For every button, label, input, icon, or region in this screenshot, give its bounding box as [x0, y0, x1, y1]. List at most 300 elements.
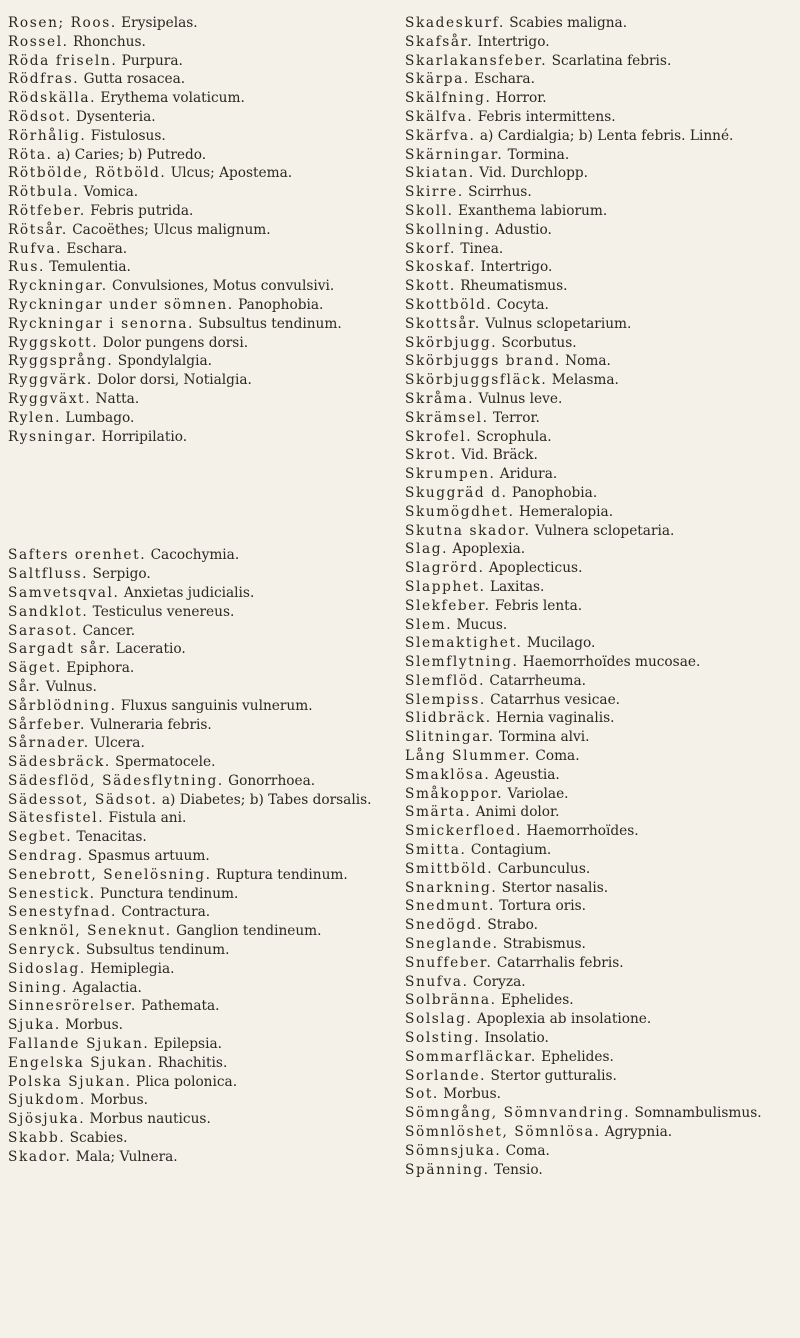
dictionary-entry: [405, 578, 794, 597]
dictionary-entry: [405, 428, 794, 447]
entry-definition: Purpura.: [121, 52, 183, 69]
entry-term: Saltfluss.: [8, 566, 89, 583]
entry-definition: Scorbutus.: [501, 334, 577, 351]
dictionary-entry: [8, 903, 397, 922]
entry-term: Sandklot.: [8, 603, 89, 620]
entry-definition: Eschara.: [66, 240, 128, 257]
entry-term: Sinnesrörelser.: [8, 998, 137, 1015]
dictionary-entry: [405, 897, 794, 916]
entry-definition: Temulentia.: [49, 259, 131, 276]
entry-term: Rötfeber.: [8, 202, 86, 219]
entry-term: Ryggsprång.: [8, 353, 114, 370]
entry-definition: Ruptura tendinum.: [215, 866, 348, 883]
entry-term: Sidoslag.: [8, 960, 86, 977]
entry-definition: Plica polonica.: [135, 1073, 238, 1090]
dictionary-entry: [8, 70, 397, 89]
entry-term: Skrofel.: [405, 428, 473, 445]
entry-definition: Panophobia.: [238, 296, 324, 313]
entry-term: Sätesfistel.: [8, 810, 105, 827]
dictionary-entry: [405, 672, 794, 691]
entry-term: Skrämsel.: [405, 409, 489, 426]
dictionary-entry: [405, 446, 794, 465]
entry-definition: Noma.: [565, 353, 611, 370]
dictionary-entry: [405, 409, 794, 428]
dictionary-entry: [405, 1142, 794, 1161]
entry-definition: Ageustia.: [494, 766, 560, 783]
dictionary-entry: [405, 89, 794, 108]
entry-definition: Apoplecticus.: [488, 560, 583, 577]
entry-term: Skador.: [8, 1148, 72, 1165]
entry-definition: Ulcus; Apostema.: [170, 165, 293, 182]
dictionary-entry: [8, 866, 397, 885]
entry-term: Skutna skador.: [405, 522, 531, 539]
entry-definition: Cacoëthes; Ulcus malignum.: [72, 221, 271, 238]
entry-definition: Coryza.: [472, 973, 526, 990]
entry-definition: Scirrhus.: [468, 184, 532, 201]
entry-term: Rysningar.: [8, 428, 98, 445]
entry-definition: Ephelides.: [500, 992, 574, 1009]
entry-definition: Rhonchus.: [72, 33, 146, 50]
entry-term: Smittböld.: [405, 860, 494, 877]
dictionary-entry: [405, 258, 794, 277]
entry-definition: Laxitas.: [489, 578, 545, 595]
entry-term: Slag.: [405, 541, 449, 558]
entry-definition: Vulnus.: [45, 678, 97, 695]
entry-term: Skabb.: [8, 1130, 66, 1147]
right-column: [401, 14, 794, 1338]
dictionary-entry: [8, 390, 397, 409]
dictionary-entry: [405, 1010, 794, 1029]
dictionary-entry: [405, 146, 794, 165]
dictionary-entry: [405, 1123, 794, 1142]
dictionary-entry: [405, 1161, 794, 1180]
entry-definition: Vomica.: [83, 184, 139, 201]
dictionary-entry: [405, 954, 794, 973]
entry-term: Skrumpen.: [405, 466, 496, 483]
entry-term: Sömnlöshet, Sömnlösa.: [405, 1124, 601, 1141]
entry-definition: Gonorrhoea.: [228, 772, 316, 789]
entry-term: Säget.: [8, 660, 62, 677]
entry-term: Ryckningar under sömnen.: [8, 296, 234, 313]
dictionary-entry: [8, 89, 397, 108]
entry-definition: Coma.: [535, 748, 580, 765]
entry-definition: Apoplexia.: [452, 541, 526, 558]
entry-term: Snuffeber.: [405, 954, 493, 971]
entry-term: Senestick.: [8, 885, 96, 902]
entry-definition: Catarrhus vesicae.: [490, 691, 621, 708]
dictionary-entry: [8, 885, 397, 904]
entry-term: Rylen.: [8, 409, 62, 426]
entry-definition: Mala; Vulnera.: [75, 1148, 178, 1165]
dictionary-entry: [8, 33, 397, 52]
dictionary-entry: [405, 390, 794, 409]
dictionary-entry: [8, 296, 397, 315]
entry-definition: Spondylalgia.: [117, 353, 212, 370]
entry-definition: Epiphora.: [66, 660, 135, 677]
entry-term: Senryck.: [8, 942, 82, 959]
entry-definition: Scarlatina febris.: [551, 52, 672, 69]
dictionary-entry: [405, 766, 794, 785]
entry-definition: Coma.: [505, 1142, 550, 1159]
entry-term: Sendrag.: [8, 848, 84, 865]
dictionary-entry: [405, 296, 794, 315]
entry-term: Senestyfnad.: [8, 904, 118, 921]
entry-definition: a) Diabetes; b) Tabes dorsalis.: [161, 791, 372, 808]
entry-term: Skumögdhet.: [405, 503, 515, 520]
entry-term: Fallande Sjukan.: [8, 1036, 150, 1053]
dictionary-entry: [405, 465, 794, 484]
entry-definition: Ulcera.: [94, 735, 145, 752]
entry-definition: Serpigo.: [92, 566, 151, 583]
entry-definition: Dolor dorsi, Notialgia.: [97, 372, 252, 389]
entry-definition: Anxietas judicialis.: [123, 584, 255, 601]
entry-term: Senebrott, Senelösning.: [8, 866, 212, 883]
entry-definition: Horror.: [495, 90, 547, 107]
dictionary-entry: [405, 822, 794, 841]
entry-definition: Spasmus artuum.: [88, 848, 210, 865]
entry-definition: Cocyta.: [496, 296, 549, 313]
dictionary-entry: [8, 127, 397, 146]
dictionary-entry: [8, 1091, 397, 1110]
entry-definition: Vulneraria febris.: [90, 716, 212, 733]
entry-term: Sjukdom.: [8, 1092, 86, 1109]
entry-definition: Vid. Bräck.: [461, 447, 538, 464]
entry-term: Sömngång, Sömnvandring.: [405, 1105, 631, 1122]
dictionary-entry: [405, 1067, 794, 1086]
entry-definition: Mucilago.: [526, 635, 596, 652]
dictionary-entry: [8, 622, 397, 641]
entry-definition: Fistulosus.: [90, 127, 166, 144]
entry-term: Sår.: [8, 678, 42, 695]
entry-definition: Tormina.: [507, 146, 570, 163]
entry-definition: Hemeralopia.: [518, 503, 614, 520]
entry-term: Skärpa.: [405, 71, 470, 88]
entry-term: Samvetsqval.: [8, 584, 120, 601]
entry-term: Slempiss.: [405, 691, 486, 708]
dictionary-entry: [8, 1073, 397, 1092]
entry-definition: Febris putrida.: [90, 202, 194, 219]
entry-term: Ryggvärk.: [8, 372, 93, 389]
dictionary-entry: [405, 691, 794, 710]
dictionary-entry: [8, 1016, 397, 1035]
dictionary-entry: [405, 916, 794, 935]
dictionary-entry: [405, 183, 794, 202]
entry-definition: Variolae.: [507, 785, 569, 802]
entry-definition: Dysenteria.: [75, 108, 156, 125]
entry-term: Slidbräck.: [405, 710, 492, 727]
dictionary-entry: [8, 1110, 397, 1129]
entry-definition: Convulsiones, Motus convulsivi.: [112, 278, 335, 295]
entry-term: Smickerfloed.: [405, 823, 523, 840]
entry-term: Rötbölde, Rötböld.: [8, 165, 167, 182]
section-gap: [8, 446, 397, 546]
dictionary-entry: [405, 70, 794, 89]
dictionary-entry: [405, 879, 794, 898]
entry-term: Rötsår.: [8, 221, 68, 238]
entry-definition: Pathemata.: [141, 998, 220, 1015]
dictionary-entry: [8, 847, 397, 866]
left-column-bottom: [8, 546, 397, 1166]
entry-definition: Tormina alvi.: [498, 729, 590, 746]
entry-definition: Horripilatio.: [101, 428, 188, 445]
entry-term: Slekfeber.: [405, 597, 491, 614]
entry-term: Ryggskott.: [8, 334, 99, 351]
entry-term: Smaklösa.: [405, 766, 491, 783]
dictionary-entry: [405, 616, 794, 635]
dictionary-entry: [8, 334, 397, 353]
dictionary-entry: [8, 979, 397, 998]
entry-term: Röta.: [8, 146, 53, 163]
entry-term: Rörhålig.: [8, 127, 87, 144]
entry-definition: Scabies maligna.: [509, 15, 628, 31]
entry-definition: Strabismus.: [502, 936, 586, 953]
entry-term: Snedmunt.: [405, 898, 495, 915]
entry-definition: Morbus.: [90, 1092, 148, 1109]
entry-definition: Erythema volaticum.: [100, 90, 245, 107]
dictionary-entry: [8, 809, 397, 828]
entry-term: Solslag.: [405, 1011, 473, 1028]
entry-definition: Febris lenta.: [494, 597, 583, 614]
dictionary-entry: [405, 803, 794, 822]
dictionary-entry: [405, 240, 794, 259]
entry-term: Spänning.: [405, 1161, 490, 1178]
entry-term: Smitta.: [405, 842, 467, 859]
entry-term: Skott.: [405, 278, 456, 295]
entry-term: Rus.: [8, 259, 45, 276]
dictionary-entry: [8, 941, 397, 960]
entry-term: Sargadt sår.: [8, 641, 112, 658]
entry-term: Röda friseln.: [8, 52, 118, 69]
dictionary-entry: [405, 1104, 794, 1123]
entry-definition: Ganglion tendineum.: [176, 923, 322, 940]
dictionary-entry: [405, 315, 794, 334]
entry-term: Sneglande.: [405, 936, 499, 953]
entry-term: Engelska Sjukan.: [8, 1054, 154, 1071]
entry-definition: Agalactia.: [72, 979, 142, 996]
entry-term: Skrot.: [405, 447, 457, 464]
entry-term: Skälfning.: [405, 90, 492, 107]
entry-term: Skollning.: [405, 221, 491, 238]
entry-definition: Strabo.: [487, 917, 539, 934]
entry-term: Safters orenhet.: [8, 547, 147, 564]
entry-definition: a) Cardialgia; b) Lenta febris. Linné.: [479, 127, 734, 144]
dictionary-entry: [405, 484, 794, 503]
entry-definition: Natta.: [95, 390, 140, 407]
entry-definition: Gutta rosacea.: [83, 71, 186, 88]
dictionary-entry: [8, 603, 397, 622]
entry-definition: Haemorrhoïdes mucosae.: [522, 654, 701, 671]
entry-term: Skadeskurf.: [405, 15, 505, 31]
dictionary-entry: [8, 716, 397, 735]
dictionary-entry: [8, 371, 397, 390]
entry-definition: Stertor gutturalis.: [490, 1067, 617, 1084]
entry-term: Rödskälla.: [8, 90, 97, 107]
dictionary-entry: [405, 277, 794, 296]
entry-term: Sårnader.: [8, 735, 90, 752]
dictionary-entry: [8, 565, 397, 584]
entry-term: Rossel.: [8, 33, 69, 50]
entry-definition: Hernia vaginalis.: [496, 710, 615, 727]
entry-definition: Epilepsia.: [153, 1036, 222, 1053]
entry-definition: Febris intermittens.: [477, 108, 616, 125]
entry-term: Skörbjuggs brand.: [405, 353, 561, 370]
dictionary-entry: [405, 841, 794, 860]
entry-term: Skarlakansfeber.: [405, 52, 548, 69]
entry-definition: Apoplexia ab insolatione.: [476, 1011, 652, 1028]
entry-definition: Fluxus sanguinis vulnerum.: [120, 697, 313, 714]
entry-term: Sjuka.: [8, 1017, 61, 1034]
entry-term: Småkoppor.: [405, 785, 504, 802]
entry-definition: Intertrigo.: [477, 33, 550, 50]
entry-definition: Carbunculus.: [497, 860, 591, 877]
entry-term: Rosen; Roos.: [8, 15, 117, 31]
dictionary-entry: [8, 1129, 397, 1148]
entry-term: Snedögd.: [405, 917, 483, 934]
entry-term: Skirre.: [405, 184, 464, 201]
entry-definition: Catarrhalis febris.: [496, 954, 624, 971]
dictionary-entry: [8, 546, 397, 565]
dictionary-entry: [405, 991, 794, 1010]
dictionary-entry: [405, 164, 794, 183]
entry-definition: Fistula ani.: [108, 810, 187, 827]
entry-term: Skoll.: [405, 202, 454, 219]
dictionary-entry: [8, 584, 397, 603]
entry-definition: Vid. Durchlopp.: [479, 165, 588, 182]
entry-term: Segbet.: [8, 829, 73, 846]
dictionary-entry: [405, 503, 794, 522]
entry-term: Senknöl, Seneknut.: [8, 923, 172, 940]
entry-definition: Cancer.: [82, 622, 136, 639]
entry-definition: Rheumatismus.: [460, 278, 568, 295]
dictionary-entry: [8, 108, 397, 127]
dictionary-entry: [8, 240, 397, 259]
entry-definition: Subsultus tendinum.: [198, 315, 342, 332]
dictionary-entry: [405, 747, 794, 766]
entry-definition: Tensio.: [494, 1161, 543, 1178]
dictionary-entry: [8, 678, 397, 697]
entry-term: Ryckningar i senorna.: [8, 315, 194, 332]
entry-definition: Eschara.: [474, 71, 535, 88]
entry-term: Sarasot.: [8, 622, 79, 639]
entry-term: Slemaktighet.: [405, 635, 523, 652]
dictionary-entry: [8, 772, 397, 791]
dictionary-entry: [8, 409, 397, 428]
dictionary-entry: [405, 352, 794, 371]
entry-definition: Insolatio.: [484, 1030, 549, 1047]
dictionary-entry: [405, 14, 794, 33]
entry-term: Slapphet.: [405, 578, 486, 595]
entry-definition: Spermatocele.: [115, 754, 216, 771]
entry-definition: Somnambulismus.: [634, 1105, 762, 1122]
dictionary-entry: [405, 52, 794, 71]
entry-definition: Vulnus sclopetarium.: [485, 315, 632, 332]
dictionary-entry: [8, 52, 397, 71]
entry-definition: Terror.: [492, 409, 540, 426]
entry-term: Sot.: [405, 1086, 439, 1103]
entry-definition: Stertor nasalis.: [501, 879, 609, 896]
entry-definition: Mucus.: [456, 616, 508, 633]
dictionary-entry: [8, 146, 397, 165]
dictionary-entry: [405, 522, 794, 541]
entry-term: Skråma.: [405, 390, 475, 407]
entry-definition: Melasma.: [551, 372, 619, 389]
entry-term: Polska Sjukan.: [8, 1073, 132, 1090]
entry-definition: Panophobia.: [511, 484, 598, 501]
entry-term: Skafsår.: [405, 33, 474, 50]
entry-term: Sjösjuka.: [8, 1111, 86, 1128]
entry-term: Skärningar.: [405, 146, 504, 163]
entry-definition: Scabies.: [69, 1130, 128, 1147]
entry-definition: Intertrigo.: [480, 259, 553, 276]
entry-term: Rödfras.: [8, 71, 80, 88]
entry-definition: Morbus nauticus.: [89, 1111, 211, 1128]
right-column-list: [405, 14, 794, 1179]
entry-definition: Hemiplegia.: [90, 960, 175, 977]
dictionary-entry: [405, 973, 794, 992]
entry-definition: Testiculus venereus.: [92, 603, 235, 620]
dictionary-entry: [405, 728, 794, 747]
left-column-top: [8, 14, 397, 446]
entry-definition: Rhachitis.: [157, 1054, 228, 1071]
dictionary-entry: [405, 597, 794, 616]
dictionary-entry: [8, 315, 397, 334]
entry-definition: Contagium.: [470, 842, 552, 859]
dictionary-entry: [405, 221, 794, 240]
dictionary-entry: [8, 14, 397, 33]
entry-term: Ryggväxt.: [8, 390, 92, 407]
entry-term: Slitningar.: [405, 729, 495, 746]
entry-definition: Contractura.: [121, 904, 211, 921]
dictionary-entry: [405, 540, 794, 559]
entry-definition: Tortura oris.: [499, 898, 587, 915]
dictionary-entry: [8, 352, 397, 371]
entry-term: Snarkning.: [405, 879, 498, 896]
entry-term: Snufva.: [405, 973, 469, 990]
entry-definition: Tinea.: [460, 240, 504, 257]
entry-definition: Dolor pungens dorsi.: [102, 334, 249, 351]
entry-term: Skälfva.: [405, 108, 474, 125]
entry-term: Sädesflöd, Sädesflytning.: [8, 772, 224, 789]
dictionary-entry: [8, 997, 397, 1016]
entry-term: Skoskaf.: [405, 259, 477, 276]
dictionary-entry: [8, 753, 397, 772]
entry-definition: Erysipelas.: [121, 15, 198, 31]
entry-term: Slem.: [405, 616, 453, 633]
entry-definition: Adustio.: [495, 221, 552, 238]
entry-term: Solsting.: [405, 1030, 481, 1047]
entry-definition: Punctura tendinum.: [99, 885, 239, 902]
entry-definition: Agrypnia.: [604, 1124, 673, 1141]
entry-term: Rufva.: [8, 240, 63, 257]
dictionary-entry: [8, 734, 397, 753]
entry-term: Skiatan.: [405, 165, 475, 182]
dictionary-entry: [405, 1048, 794, 1067]
entry-term: Sårblödning.: [8, 697, 117, 714]
entry-term: Sömnsjuka.: [405, 1142, 502, 1159]
entry-term: Rödsot.: [8, 108, 72, 125]
dictionary-entry: [405, 860, 794, 879]
dictionary-entry: [405, 709, 794, 728]
entry-term: Skärfva.: [405, 127, 476, 144]
dictionary-entry: [8, 640, 397, 659]
dictionary-entry: [405, 108, 794, 127]
entry-definition: Lumbago.: [65, 409, 135, 426]
entry-term: Solbränna.: [405, 992, 497, 1009]
dictionary-entry: [405, 785, 794, 804]
dictionary-entry: [8, 828, 397, 847]
entry-term: Skottsår.: [405, 315, 481, 332]
entry-definition: Cacochymia.: [150, 547, 240, 564]
